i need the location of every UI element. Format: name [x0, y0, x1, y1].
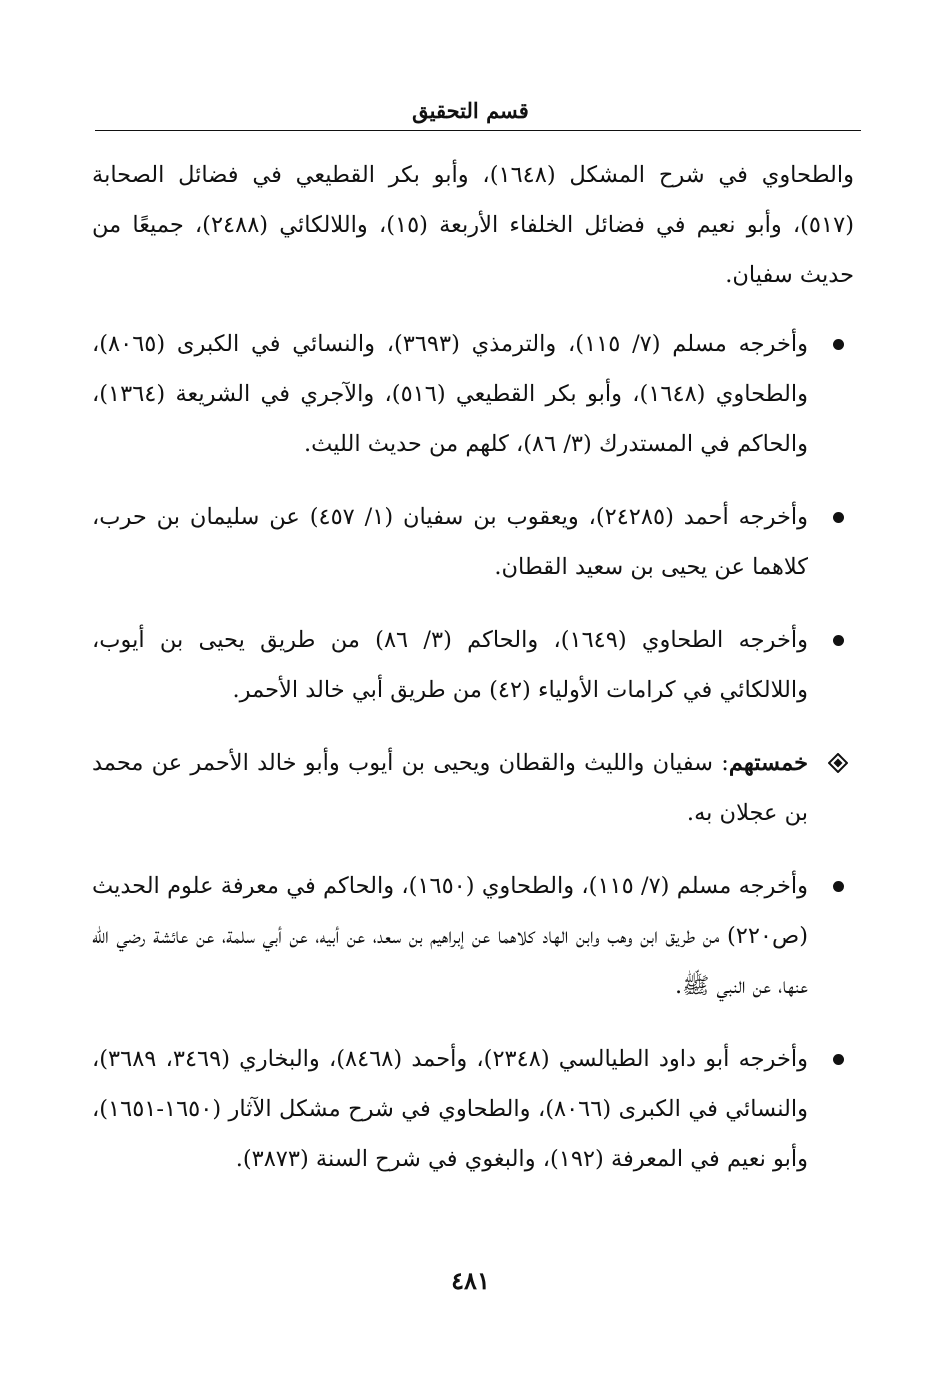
page-header-title: قسم التحقيق	[412, 98, 529, 123]
bullet-icon	[826, 615, 850, 665]
bullet-icon	[826, 492, 850, 542]
paragraph-text: وأخرجه مسلم (٧/ ١١٥)، والطحاوي (١٦٥٠)، والحاكم في معرفة علوم الحديث (ص٢٢٠) من طريق ابن وهب وابن الهاد كلاهما عن إبراهيم بن سعد، عن أبيه، عن أبي سلمة، عن عائشة رضي الله عنها، عن النبي ﷺ.	[92, 873, 808, 999]
summary-lead: خمستهم	[728, 750, 808, 776]
paragraph-text: والطحاوي في شرح المشكل (١٦٤٨)، وأبو بكر القطيعي في فضائل الصحابة (٥١٧)، وأبو نعيم في فضائل الخلفاء الأربعة (١٥)، واللالكائي (٢٤٨٨)، جميعًا من حديث سفيان.	[92, 162, 854, 288]
summary-item	[92, 738, 808, 838]
header-divider	[95, 130, 861, 131]
citation-item	[92, 1034, 808, 1184]
paragraph-text: وأخرجه أحمد (٢٤٢٨٥)، ويعقوب بن سفيان (١/ ٤٥٧) عن سليمان بن حرب، كلاهما عن يحيى بن سعيد القطان.	[92, 504, 809, 580]
paragraph-text: وأخرجه الطحاوي (١٦٤٩)، والحاكم (٣/ ٨٦) من طريق يحيى بن أيوب، واللالكائي في كرامات الأولياء (٤٢) من طريق أبي خالد الأحمر.	[92, 627, 808, 703]
citation-item	[92, 492, 808, 592]
paragraph-text: وأخرجه أبو داود الطيالسي (٢٣٤٨)، وأحمد (٨٤٦٨)، والبخاري (٣٤٦٩، ٣٦٨٩)، والنسائي في الكبرى (٨٠٦٦)، والطحاوي في شرح مشكل الآثار (١٦٥٠-١٦٥١)، وأبو نعيم في المعرفة (١٩٢)، والبغوي في شرح السنة (٣٨٧٣).	[92, 1046, 808, 1172]
bullet-icon	[826, 1034, 850, 1084]
page-number: ٤٨١	[451, 1266, 490, 1295]
bullet-icon	[826, 861, 850, 911]
paragraph-text: وأخرجه مسلم (٧/ ١١٥)، والترمذي (٣٦٩٣)، والنسائي في الكبرى (٨٠٦٥)، والطحاوي (١٦٤٨)، وأبو بكر القطيعي (٥١٦)، والآجري في الشريعة (١٣٦٤)، والحاكم في المستدرك (٣/ ٨٦)، كلهم من حديث الليث.	[92, 331, 809, 457]
page-body	[92, 150, 854, 1207]
citation-item	[92, 861, 808, 1011]
citation-item	[92, 615, 808, 715]
paragraph-text: : سفيان والليث والقطان ويحيى بن أيوب وأبو خالد الأحمر عن محمد بن عجلان به.	[92, 750, 808, 826]
citation-item	[92, 319, 808, 469]
bullet-icon	[826, 319, 850, 369]
diamond-icon	[826, 738, 850, 788]
paragraph-continuation	[92, 150, 854, 300]
